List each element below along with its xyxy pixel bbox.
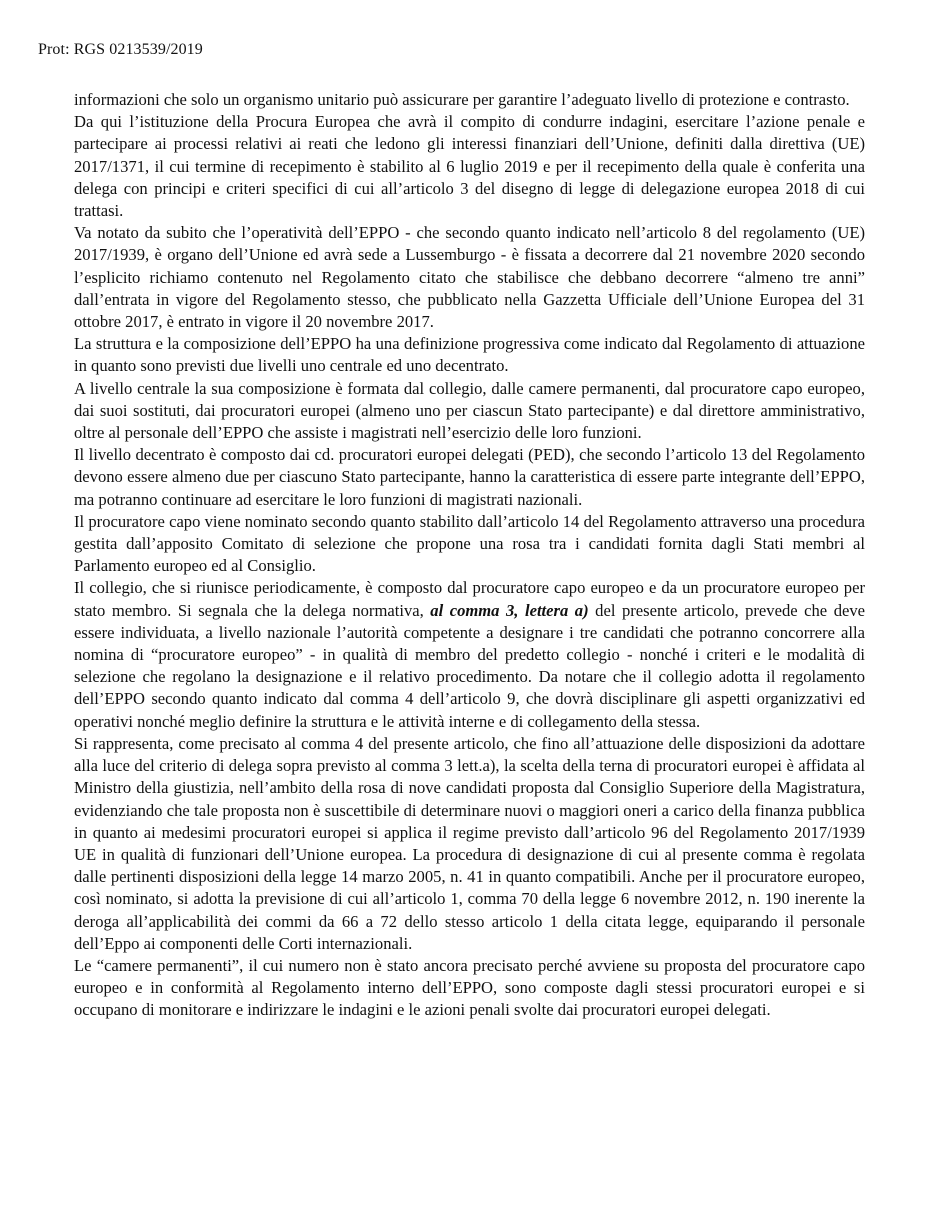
paragraph-6: Il livello decentrato è composto dai cd. procuratori europei delegati (PED), che secondo l’articolo 13 del Regolamento devono essere almeno due per ciascuno Stato partecipante, hanno la caratteristica di essere parte integrante dell’EPPO, ma potranno continuare ad esercitare le loro funzioni di magistrati nazionali.: [74, 445, 865, 509]
paragraph-7: Il procuratore capo viene nominato secondo quanto stabilito dall’articolo 14 del Regolamento attraverso una procedura gestita dall’apposito Comitato di selezione che propone una rosa tra i candidati fornita dagli Stati membri al Parlamento europeo ed al Consiglio.: [74, 511, 865, 576]
document-body: [74, 89, 865, 1022]
protocol-number: Prot: RGS 0213539/2019: [38, 41, 203, 58]
paragraph-8: [74, 577, 865, 732]
paragraph-9: Si rappresenta, come precisato al comma 4 del presente articolo, che fino all’attuazione delle disposizioni da adottare alla luce del criterio di delega sopra previsto al comma 3 lett.a), la scelta della terna di procuratori europei è affidata al Ministro della giustizia, nell’ambito della rosa di nove candidati proposta dal Consiglio Superiore della Magistratura, evidenziando che tale proposta non è suscettibile di determinare nuovi o maggiori oneri a carico della finanza pubblica in quanto ai medesimi procuratori europei si applica il regime previsto dall’articolo 96 del Regolamento 2017/1939 UE in qualità di funzionari dell’Unione europea. La procedura di designazione di cui al presente comma è regolata dalle pertinenti disposizioni della legge 14 marzo 2005, n. 41 in quanto compatibili. Anche per il procuratore europeo, così nominato, si adotta la previsione di cui all’articolo 1, comma 70 della legge 6 novembre 2012, n. 190 inerente la deroga all’applicabilità dei commi da 66 a 72 dello stesso articolo 1 della citata legge, equiparando il personale dell’Eppo ai componenti delle Corti internazionali.: [74, 733, 865, 953]
paragraph-2: Da qui l’istituzione della Procura Europea che avrà il compito di condurre indagini, esercitare l’azione penale e partecipare ai processi relativi ai reati che ledono gli interessi finanziari dell’Unione, definiti dalla direttiva (UE) 2017/1371, il cui termine di recepimento è stabilito al 6 luglio 2019 e per il recepimento della quale è conferita una delega con principi e criteri specifici di cui all’articolo 3 del disegno di legge di delegazione europea 2018 di cui trattasi.: [74, 112, 865, 221]
paragraph-1: informazioni che solo un organismo unitario può assicurare per garantire l’adeguato livello di protezione e contrasto.: [74, 90, 850, 109]
paragraph-5: A livello centrale la sua composizione è formata dal collegio, dalle camere permanenti, dal procuratore capo europeo, dai suoi sostituti, dai procuratori europei (almeno uno per ciascun Stato partecipante) e dal direttore amministrativo, oltre al personale dell’EPPO che assiste i magistrati nell’esercizio delle loro funzioni.: [74, 378, 865, 443]
paragraph-8-rest: del presente articolo, prevede che deve essere individuata, a livello nazionale l’autorità competente a designare i tre candidati che potranno concorrere alla nomina di “procuratore europeo” - in qualità di membro del predetto collegio - nonché i criteri e le modalità di selezione che regolano la designazione e il relativo procedimento. Da notare che il collegio adotta il regolamento dell’EPPO secondo quanto indicato dal comma 4 dell’articolo 9, che dovrà disciplinare gli aspetti organizzativi ed operativi nonché meglio definire la struttura e le attività interne e di collegamento della stessa.: [74, 600, 866, 731]
paragraph-4: La struttura e la composizione dell’EPPO ha una definizione progressiva come indicato dal Regolamento di attuazione in quanto sono previsti due livelli uno centrale ed uno decentrato.: [74, 334, 865, 376]
paragraph-3: Va notato da subito che l’operatività dell’EPPO - che secondo quanto indicato nell’articolo 8 del regolamento (UE) 2017/1939, è organo dell’Unione ed avrà sede a Lussemburgo - è fissata a decorrere dal 21 novembre 2020 secondo l’esplicito richiamo contenuto nel Regolamento citato che stabilisce che debbano decorrere “almeno tre anni” dall’entrata in vigore del Regolamento stesso, che pubblicato nella Gazzetta Ufficiale dell’Unione Europea del 31 ottobre 2017, è entrato in vigore il 20 novembre 2017.: [74, 223, 865, 332]
delegation-reference: al comma 3, lettera a): [430, 600, 589, 620]
paragraph-8-lead: Il collegio, che si riunisce periodicamente, è composto dal procuratore capo europeo e da un procuratore europeo per stato membro. Si segnala che la delega normativa,: [74, 578, 865, 620]
paragraph-10: Le “camere permanenti”, il cui numero non è stato ancora precisato perché avviene su proposta del procuratore capo europeo e in conformità al Regolamento interno dell’EPPO, sono composte dagli stessi procuratori europei e si occupano di monitorare e indirizzare le indagini e le azioni penali svolte dai procuratori europei delegati.: [74, 955, 865, 1020]
